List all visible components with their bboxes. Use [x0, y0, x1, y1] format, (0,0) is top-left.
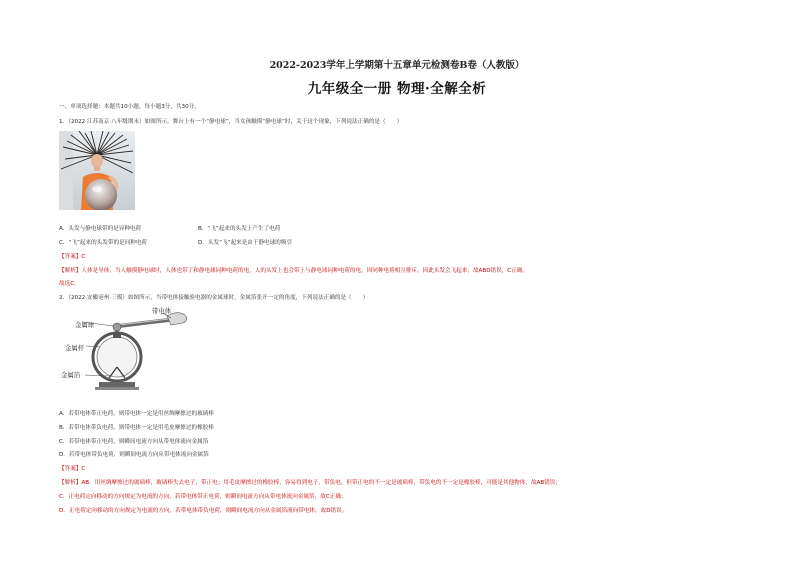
label-metal-foil: 金属箔	[61, 371, 81, 379]
q2-option-d: D．若带电体带负电荷，则瞬间电流方向从带电体流向金属箔	[59, 452, 209, 458]
q1-answer: 【答案】C	[59, 254, 86, 260]
girl-touching-static-ball-photo	[59, 131, 135, 210]
q1-analysis: 【解析】人体是导体，当人触摸静电球时，人体也带了和静电球同种电荷的电，人的头发上也会带上与静电球同种电荷的电，因同种电荷相互排斥，因此头发会飞起来，故ABD错误，C正确。	[59, 268, 528, 274]
document-subtitle: 九年级全一册 物理·全解全析	[307, 81, 487, 97]
label-metal-ball: 金属球	[75, 321, 95, 329]
q2-stem: 2．（2022·安徽亳州·三模）如图所示，当带电体接触验电器的金属球时，金属箔张开一定的角度，下列说法正确的是（ ）	[59, 295, 369, 301]
q1-option-a: A．头发与静电球带的是异种电荷	[59, 226, 142, 232]
section-heading: 一、单项选择题：本题共10小题，每小题3分，共30分。	[59, 104, 200, 110]
q2-option-a: A．若带电体带正电荷，则带电体一定是用丝绸摩擦过的玻璃棒	[59, 411, 214, 417]
q1-option-d: D．头发“飞”起来是由于静电球的吸引	[198, 240, 293, 246]
q1-option-c: C．“飞”起来的头发带的是同种电荷	[59, 240, 148, 246]
q2-option-b: B．若带电体带负电荷，则带电体一定是用毛皮摩擦过的橡胶棒	[59, 425, 214, 431]
q2-option-c: C．若带电体带正电荷，则瞬间电流方向从带电体流向金属箔	[59, 439, 209, 445]
q2-analysis-ab: 【解析】AB．用丝绸摩擦过的玻璃棒，玻璃棒失去电子，带正电；用毛皮摩擦过的橡胶棒，容易得到电子，带负电，但带正电的不一定是玻璃棒，带负电的不一定是橡胶棒，可能是其他物体，故AB错误；	[59, 480, 561, 486]
q1-option-b: B．“飞”起来的头发上产生了电荷	[198, 226, 281, 232]
label-charged-body: 带电体	[152, 307, 172, 315]
q2-analysis-c: C．正电荷定向移动的方向规定为电流的方向，若带电体带正电荷，则瞬间电流方向从带电体流向金属箔，故C正确；	[59, 494, 347, 500]
electroscope-diagram	[59, 306, 194, 392]
document-title: 2022-2023学年上学期第十五章单元检测卷B卷（人教版）	[269, 60, 525, 71]
q2-analysis-d: D．正电荷定向移动的方向规定为电流的方向，若带电体带负电荷，则瞬间电流方向从金属箔流向带电体，故D错误。	[59, 508, 348, 514]
q1-stem: 1．（2022·江苏南京·八年级期末）如图所示，舞台上有一个“静电球”，当女孩触摸“静电球”时，关于这个现象，下列说法正确的是（ ）	[59, 119, 403, 125]
q2-answer: 【答案】C	[59, 466, 86, 472]
q1-conclusion: 故选C。	[59, 281, 80, 287]
label-metal-rod: 金属杆	[65, 344, 85, 352]
